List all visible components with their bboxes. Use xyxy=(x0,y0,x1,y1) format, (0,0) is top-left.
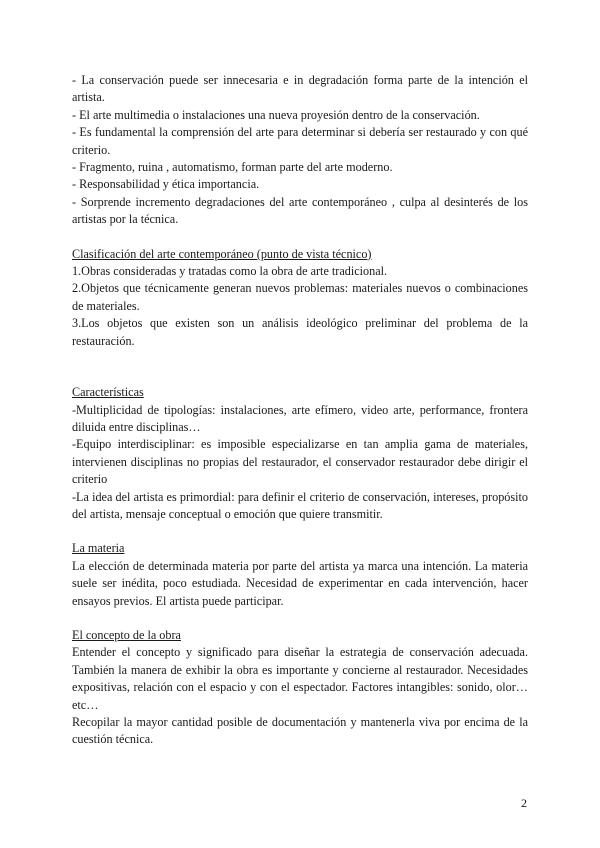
concept-text: Entender el concepto y significado para diseñar la estrategia de conservación adecuada. También la manera de exhibir la obra es importante y concierne al restaurador. Necesidades expositivas, relación con el espacio y con el espectador. Factores intangibles: sonido, olor… etc… xyxy=(72,645,528,712)
intro-item: - Fragmento, ruina , automatismo, forman parte del arte moderno. xyxy=(72,160,393,175)
characteristics-item: -La idea del artista es primordial: para definir el criterio de conservación, intereses, propósito del artista, mensaje conceptual o emoción que quiere transmitir. xyxy=(72,489,528,521)
classification-item: 1.Obras consideradas y tratadas como la obra de arte tradicional. xyxy=(72,264,388,279)
concept-heading: El concepto de la obra xyxy=(72,627,181,642)
characteristics-item: -Equipo interdisciplinar: es imposible especializarse en tan amplia gama de materiales, intervienen disciplinas no propias del restaurador, el conservador restaurador debe dirigir el criterio xyxy=(72,437,528,487)
intro-item: - El arte multimedia o instalaciones una nueva proyesión dentro de la conservación. xyxy=(72,107,480,122)
intro-item: - Es fundamental la comprensión del arte para determinar si debería ser restaurado y con qué criterio. xyxy=(72,125,528,157)
matter-text: La elección de determinada materia por parte del artista ya marca una intención. La materia suele ser inédita, poco estudiada. Necesidad de experimentar en cada intervención, hacer ensayos previos. El artista puede participar. xyxy=(72,558,528,608)
intro-item: - La conservación puede ser innecesaria e in degradación forma parte de la intención el artista. xyxy=(72,73,528,105)
concept-text: Recopilar la mayor cantidad posible de documentación y mantenerla viva por encima de la cuestión técnica. xyxy=(72,715,528,747)
classification-heading: Clasificación del arte contemporáneo (punto de vista técnico) xyxy=(72,246,372,261)
classification-item: 3.Los objetos que existen son un análisis ideológico preliminar del problema de la restauración. xyxy=(72,316,528,348)
intro-item: - Responsabilidad y ética importancia. xyxy=(72,177,260,192)
matter-heading: La materia xyxy=(72,541,125,556)
characteristics-heading: Características xyxy=(72,385,144,400)
document-body xyxy=(72,72,528,749)
intro-item: - Sorprende incremento degradaciones del arte contemporáneo , culpa al desinterés de los artistas por la técnica. xyxy=(72,194,528,227)
page-number: 2 xyxy=(521,796,527,810)
classification-item: 2.Objetos que técnicamente generan nuevos problemas: materiales nuevos o combinaciones de materiales. xyxy=(72,281,528,313)
characteristics-item: -Multiplicidad de tipologías: instalaciones, arte efímero, video arte, performance, frontera diluida entre disciplinas… xyxy=(72,402,528,434)
